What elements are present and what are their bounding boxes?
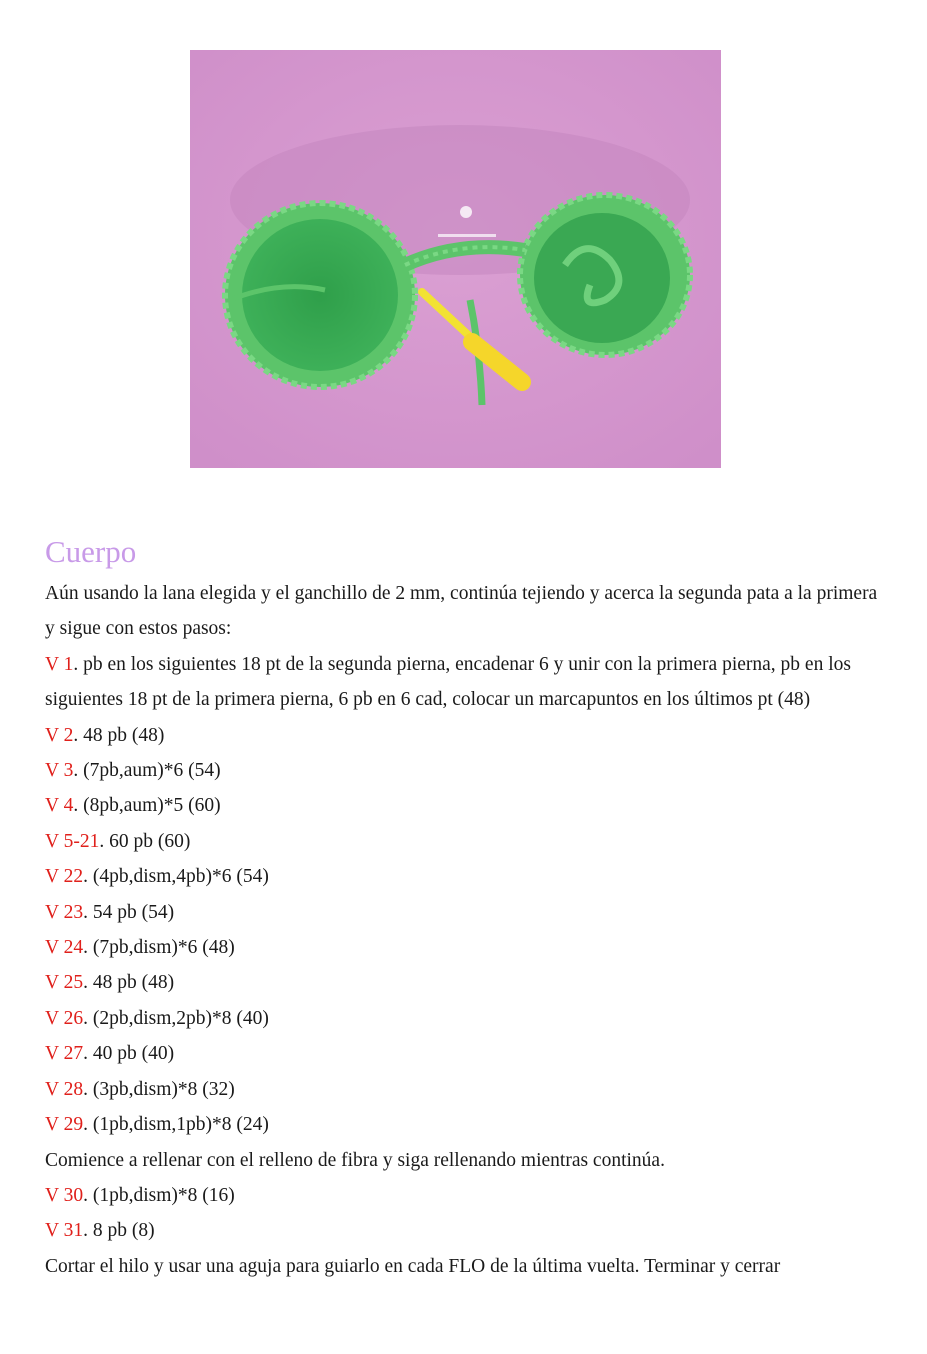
round-label: V 29 <box>45 1114 84 1136</box>
round-label: V 24 <box>45 937 84 959</box>
round-text: . (7pb,dism)*6 (48) <box>83 937 235 959</box>
round-label: V 27 <box>45 1043 84 1065</box>
round-v25 <box>45 965 885 1000</box>
round-text: . (2pb,dism,2pb)*8 (40) <box>83 1007 269 1029</box>
section-title: Cuerpo <box>45 534 137 569</box>
round-text: . (4pb,dism,4pb)*6 (54) <box>83 866 269 888</box>
round-text: . pb en los siguientes 18 pt de la segunda pierna, encadenar 6 y unir con la primera pierna, pb en los siguientes 18 pt de la primera pierna, 6 pb en 6 cad, colocar un marcapuntos en los últimos pt (48) <box>45 653 851 711</box>
round-label: V 3 <box>45 760 74 782</box>
round-v22 <box>45 859 885 894</box>
round-label: V 28 <box>45 1078 84 1100</box>
crochet-legs-photo <box>190 50 721 468</box>
round-v1 <box>45 647 885 718</box>
round-v26 <box>45 1001 885 1036</box>
round-text: . (1pb,dism)*8 (16) <box>83 1184 235 1206</box>
round-label: V 22 <box>45 866 84 888</box>
round-text: . 48 pb (48) <box>83 972 175 994</box>
round-v29 <box>45 1107 885 1142</box>
round-text: . (8pb,aum)*5 (60) <box>73 795 221 817</box>
round-text: . 8 pb (8) <box>83 1220 155 1242</box>
intro-text: Aún usando la lana elegida y el ganchillo de 2 mm, continúa tejiendo y acerca la segunda pata a la primera y sigue con estos pasos: <box>45 583 878 640</box>
round-label: V 25 <box>45 972 84 994</box>
round-label: V 2 <box>45 724 74 746</box>
round-text: . (3pb,dism)*8 (32) <box>83 1078 235 1100</box>
round-text: . 60 pb (60) <box>99 830 191 852</box>
round-text: . 40 pb (40) <box>83 1043 175 1065</box>
stuffing-note: Comience a rellenar con el relleno de fibra y siga rellenando mientras continúa. <box>45 1149 665 1171</box>
round-text: . 48 pb (48) <box>73 724 165 746</box>
round-v2 <box>45 718 885 753</box>
round-v23 <box>45 895 885 930</box>
round-v24 <box>45 930 885 965</box>
round-label: V 26 <box>45 1007 84 1029</box>
round-v31 <box>45 1213 885 1248</box>
closing-text: Cortar el hilo y usar una aguja para guiarlo en cada FLO de la última vuelta. Terminar y cerrar <box>45 1255 781 1277</box>
round-v27 <box>45 1036 885 1071</box>
round-label: V 4 <box>45 795 74 817</box>
round-text: . (1pb,dism,1pb)*8 (24) <box>83 1114 269 1136</box>
round-v4 <box>45 788 885 823</box>
round-label: V 1 <box>45 653 74 675</box>
round-label: V 30 <box>45 1184 84 1206</box>
round-v3 <box>45 753 885 788</box>
pattern-section <box>45 530 885 1284</box>
round-v28 <box>45 1072 885 1107</box>
round-v5-21 <box>45 824 885 859</box>
round-label: V 31 <box>45 1220 84 1242</box>
round-text: . (7pb,aum)*6 (54) <box>73 760 221 782</box>
round-text: . 54 pb (54) <box>83 901 175 923</box>
round-v30 <box>45 1178 885 1213</box>
round-label: V 5-21 <box>45 830 100 852</box>
round-label: V 23 <box>45 901 84 923</box>
